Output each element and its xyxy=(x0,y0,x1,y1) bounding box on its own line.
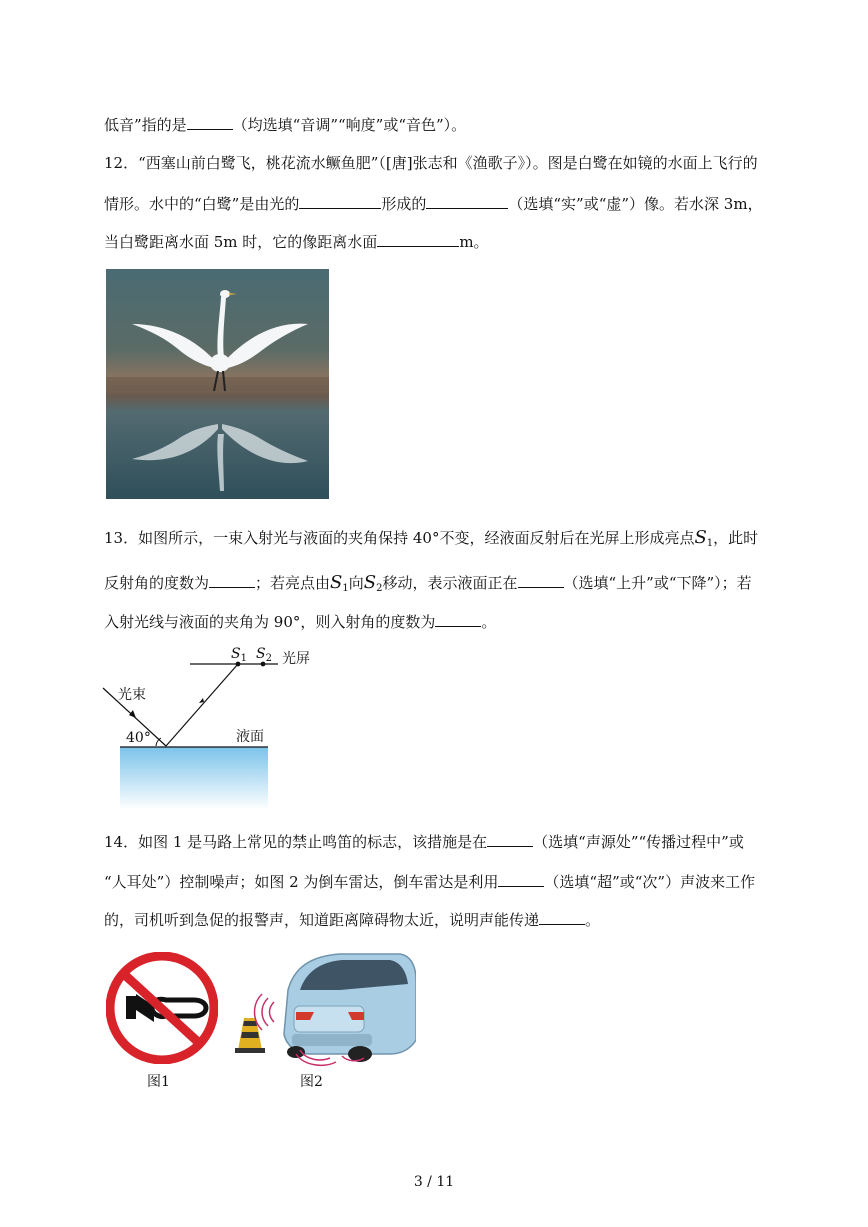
q12-blank-1[interactable] xyxy=(299,192,381,209)
q12-text-2b: 形成的 xyxy=(381,195,427,213)
q14-blank-2[interactable] xyxy=(498,870,544,887)
q12-text-3a: 当白鹭距离水面 5m 时，它的像距离水面 xyxy=(104,233,378,251)
q12-text-1: 12．“西塞山前白鹭飞，桃花流水鳜鱼肥”（[唐]张志和《渔歌子》）。图是白鹭在如镜的水面上飞行的 xyxy=(104,154,758,172)
q13-blank-1[interactable] xyxy=(209,571,255,588)
current-page: 3 xyxy=(413,1174,423,1190)
q12-line-1 xyxy=(104,152,758,174)
reflected-arrow xyxy=(199,698,204,703)
reversing-radar-figure xyxy=(230,950,416,1068)
q14-line-2 xyxy=(104,870,755,893)
q12-text-2a: 情形。水中的“白鹭”是由光的 xyxy=(104,195,300,213)
q14-text-1b: （选填“声源处”“传播过程中”或 xyxy=(533,833,744,851)
page-number xyxy=(0,1174,868,1190)
page-separator: / xyxy=(422,1174,437,1190)
q14-blank-3[interactable] xyxy=(539,908,585,925)
incident-arrow xyxy=(129,710,136,718)
diagram-label-s2: $S_2$ xyxy=(256,646,272,664)
q13-blank-3[interactable] xyxy=(435,610,481,627)
q13-line-3 xyxy=(104,610,496,633)
diagram-label-screen: 光屏 xyxy=(282,651,310,667)
diagram-label-beam: 光束 xyxy=(118,687,146,703)
liquid-fill xyxy=(120,747,268,810)
fig2-caption: 图2 xyxy=(300,1074,323,1090)
q13-text-1b: ，此时 xyxy=(713,529,759,547)
q13-blank-2[interactable] xyxy=(518,571,564,588)
heron-photo xyxy=(106,269,329,499)
s1-subscript-2: 1 xyxy=(342,583,349,594)
q12-line-2 xyxy=(104,192,763,215)
q13-text-2e: （选填“上升”或“下降”）；若 xyxy=(563,574,752,592)
reflection-diagram-svg xyxy=(100,645,320,810)
q11-text-b: （均选填“音调”“响度”或“音色”）。 xyxy=(232,116,467,134)
q13-line-1 xyxy=(104,527,758,555)
diagram-label-angle: 40° xyxy=(126,730,151,746)
total-pages: 11 xyxy=(436,1174,455,1190)
q13-text-3b: 。 xyxy=(481,613,497,631)
q11-tail-line xyxy=(104,113,466,136)
q13-text-2d: 移动，表示液面正在 xyxy=(382,574,518,592)
q13-text-3a: 入射光线与液面的夹角为 90°，则入射角的度数为 xyxy=(104,613,436,631)
s1-symbol-2: S xyxy=(330,572,343,593)
q12-text-3b: m。 xyxy=(459,233,489,251)
q12-blank-3[interactable] xyxy=(377,230,459,247)
q13-line-2 xyxy=(104,571,752,600)
q14-line-1 xyxy=(104,830,744,853)
reflection-diagram xyxy=(100,645,320,810)
diagram-label-liquid: 液面 xyxy=(236,729,264,745)
q14-text-1a: 14．如图 1 是马路上常见的禁止鸣笛的标志，该措施是在 xyxy=(104,833,488,851)
q12-blank-2[interactable] xyxy=(426,192,508,209)
no-horn-sign xyxy=(106,952,218,1064)
q14-text-3b: 。 xyxy=(585,911,601,929)
diagram-label-s1: $S_1$ xyxy=(231,646,247,664)
s1-subscript: 1 xyxy=(706,538,714,549)
obstacle-icon xyxy=(235,1018,265,1053)
q11-text-a: 低音”指的是 xyxy=(104,116,187,134)
q13-text-1a: 13．如图所示，一束入射光与液面的夹角保持 40°不变，经液面反射后在光屏上形成亮点 xyxy=(104,529,695,547)
q14-text-2a: “人耳处”）控制噪声；如图 2 为倒车雷达，倒车雷达是利用 xyxy=(104,873,499,891)
s2-symbol: S xyxy=(363,572,377,593)
s2-subscript: 2 xyxy=(376,583,383,594)
no-horn-icon xyxy=(106,952,218,1064)
heron-illustration xyxy=(106,269,329,499)
q14-line-3 xyxy=(104,908,600,931)
q12-line-3 xyxy=(104,230,489,253)
q12-text-2c: （选填“实”或“虚”）像。若水深 3m， xyxy=(508,195,763,213)
q13-text-2a: 反射角的度数为 xyxy=(104,574,210,592)
reflected-ray xyxy=(166,664,238,746)
q14-text-3a: 的，司机听到急促的报警声，知道距离障碍物太近，说明声能传递 xyxy=(104,911,540,929)
q11-blank[interactable] xyxy=(187,113,233,130)
q14-text-2b: （选填“超”或“次”）声波来工作 xyxy=(544,873,756,891)
q14-blank-1[interactable] xyxy=(487,830,533,847)
q13-text-2b: ；若亮点由 xyxy=(255,574,331,592)
fig1-caption: 图1 xyxy=(147,1074,170,1090)
s1-symbol: S xyxy=(694,527,707,548)
car-radar-illustration xyxy=(230,950,416,1068)
q13-text-2c: 向 xyxy=(348,574,364,592)
